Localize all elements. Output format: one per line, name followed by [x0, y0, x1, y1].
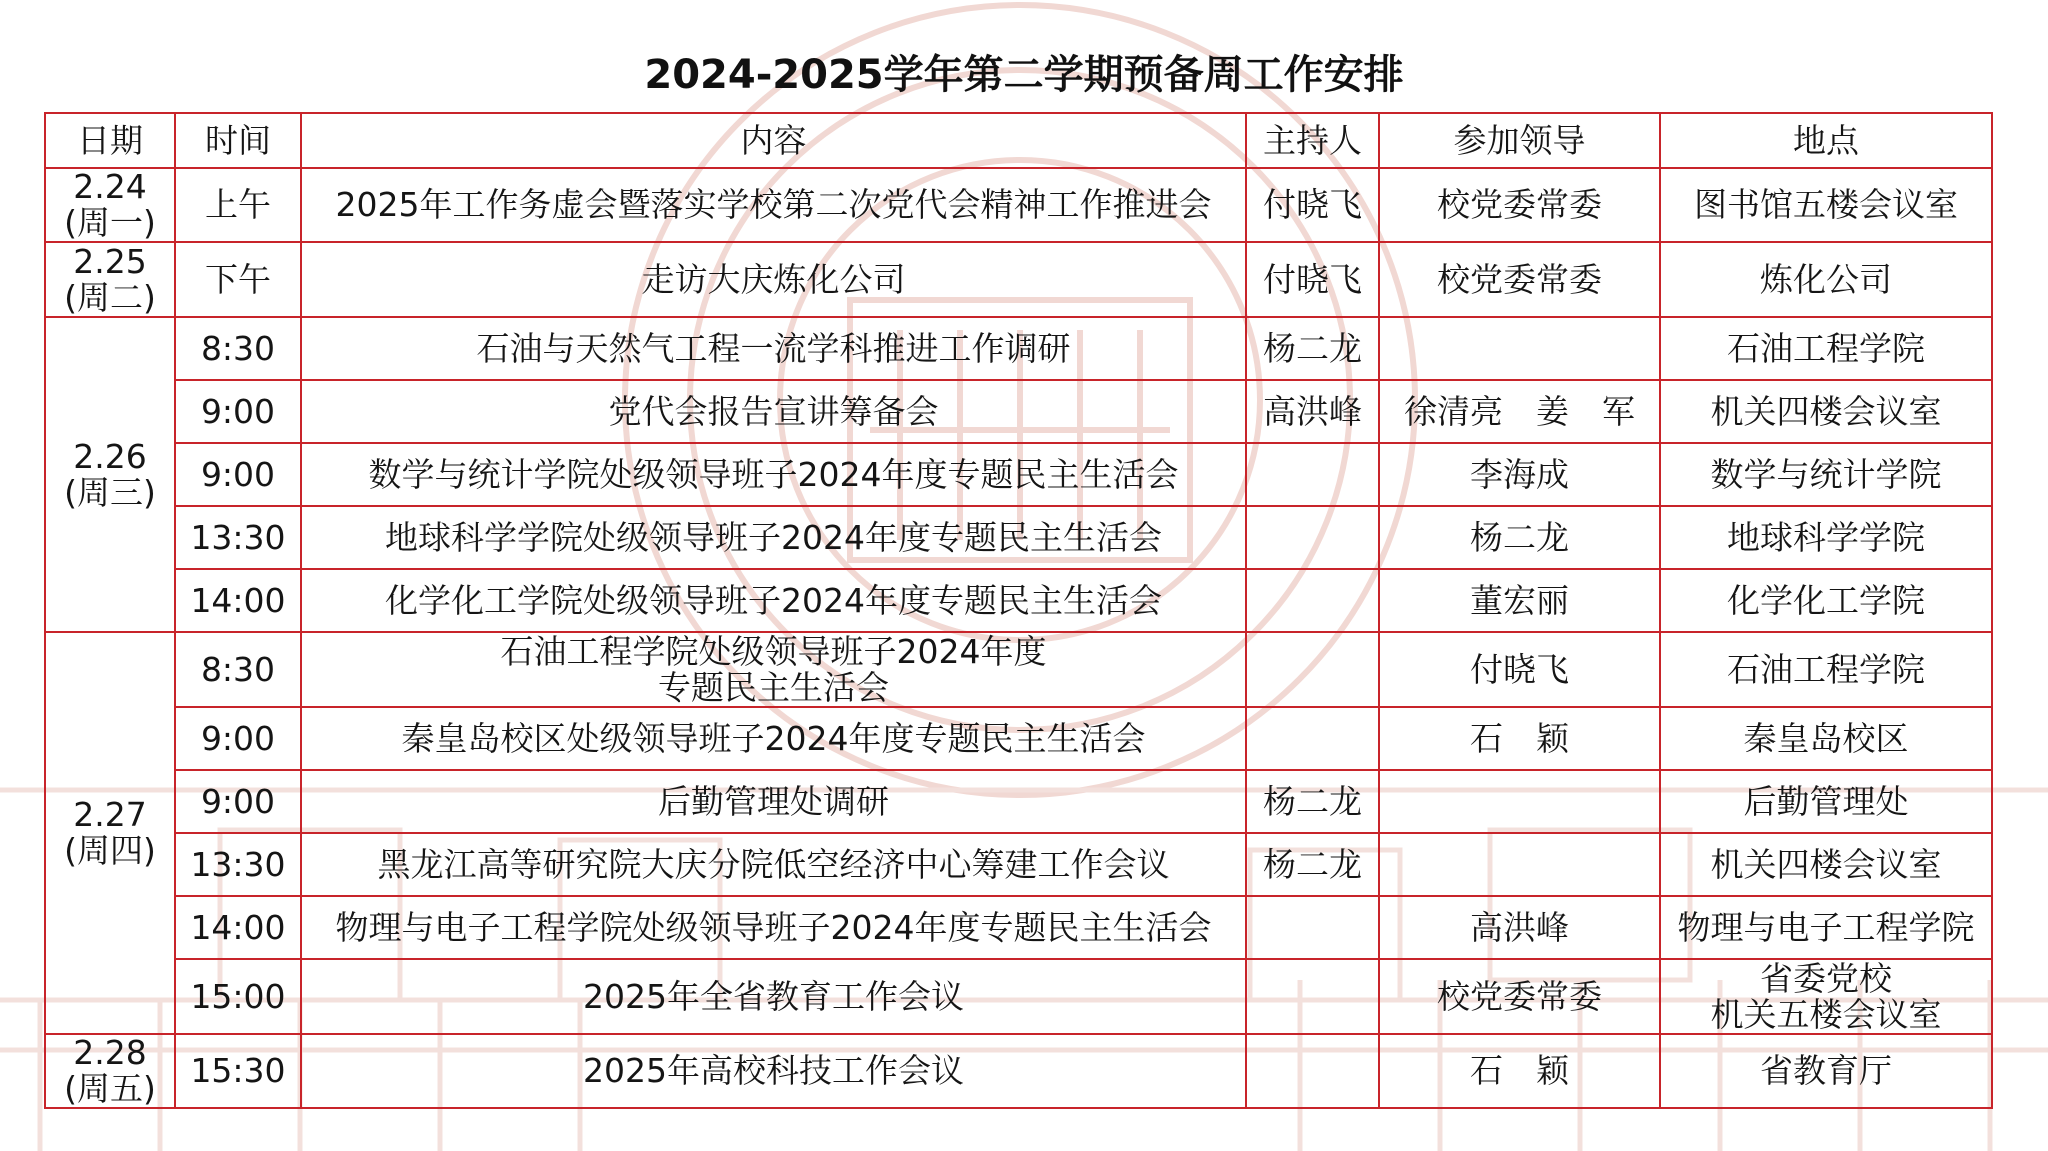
leaders-cell — [1379, 833, 1660, 896]
table-header-row — [45, 113, 1992, 168]
header-leaders: 参加领导 — [1379, 113, 1660, 168]
leaders-cell: 李海成 — [1379, 443, 1660, 506]
time-cell: 9:00 — [175, 707, 301, 770]
leaders-cell: 校党委常委 — [1379, 959, 1660, 1034]
location-cell: 图书馆五楼会议室 — [1660, 168, 1992, 242]
location-cell: 机关四楼会议室 — [1660, 380, 1992, 443]
content-cell: 后勤管理处调研 — [301, 770, 1246, 833]
date-value: 2.28 — [73, 1034, 147, 1072]
host-cell: 杨二龙 — [1246, 833, 1379, 896]
time-cell: 9:00 — [175, 380, 301, 443]
leaders-cell: 董宏丽 — [1379, 569, 1660, 632]
table-row — [45, 896, 1992, 959]
table-row — [45, 959, 1992, 1034]
leaders-cell: 校党委常委 — [1379, 168, 1660, 242]
table-row — [45, 242, 1992, 317]
date-value: 2.27 — [73, 795, 147, 834]
table-row — [45, 569, 1992, 632]
location-cell: 秦皇岛校区 — [1660, 707, 1992, 770]
date-value: 2.25 — [73, 242, 147, 281]
weekday-value: (周五) — [64, 1069, 156, 1108]
table-row — [45, 1034, 1992, 1108]
time-cell: 15:00 — [175, 959, 301, 1034]
weekday-value: (周四) — [64, 831, 156, 870]
content-line: 专题民主生活会 — [658, 667, 889, 707]
weekday-value: (周一) — [64, 203, 156, 242]
leaders-cell: 石 颖 — [1379, 1034, 1660, 1108]
leaders-cell: 高洪峰 — [1379, 896, 1660, 959]
time-cell: 13:30 — [175, 506, 301, 569]
location-cell — [1660, 959, 1992, 1034]
host-cell — [1246, 632, 1379, 707]
time-cell: 9:00 — [175, 443, 301, 506]
host-cell: 杨二龙 — [1246, 770, 1379, 833]
content-cell: 化学化工学院处级领导班子2024年度专题民主生活会 — [301, 569, 1246, 632]
location-cell: 后勤管理处 — [1660, 770, 1992, 833]
content-cell: 2025年全省教育工作会议 — [301, 959, 1246, 1034]
table-row — [45, 632, 1992, 707]
content-cell: 党代会报告宣讲筹备会 — [301, 380, 1246, 443]
location-line: 省委党校 — [1760, 959, 1892, 998]
table-row — [45, 770, 1992, 833]
leaders-cell: 校党委常委 — [1379, 242, 1660, 317]
host-cell — [1246, 896, 1379, 959]
leaders-cell: 杨二龙 — [1379, 506, 1660, 569]
content-cell: 数学与统计学院处级领导班子2024年度专题民主生活会 — [301, 443, 1246, 506]
header-date: 日期 — [45, 113, 175, 168]
date-cell — [45, 168, 175, 242]
host-cell — [1246, 506, 1379, 569]
host-cell — [1246, 1034, 1379, 1108]
header-location: 地点 — [1660, 113, 1992, 168]
location-cell: 省教育厅 — [1660, 1034, 1992, 1108]
content-cell: 走访大庆炼化公司 — [301, 242, 1246, 317]
location-cell: 地球科学学院 — [1660, 506, 1992, 569]
content-cell: 2025年高校科技工作会议 — [301, 1034, 1246, 1108]
date-cell — [45, 632, 175, 1034]
content-cell: 石油与天然气工程一流学科推进工作调研 — [301, 317, 1246, 380]
host-cell: 高洪峰 — [1246, 380, 1379, 443]
weekday-value: (周二) — [64, 277, 156, 317]
time-cell: 8:30 — [175, 317, 301, 380]
table-row — [45, 317, 1992, 380]
host-cell — [1246, 707, 1379, 770]
content-cell: 秦皇岛校区处级领导班子2024年度专题民主生活会 — [301, 707, 1246, 770]
host-cell: 付晓飞 — [1246, 242, 1379, 317]
content-cell: 物理与电子工程学院处级领导班子2024年度专题民主生活会 — [301, 896, 1246, 959]
content-line: 石油工程学院处级领导班子2024年度 — [500, 632, 1047, 671]
table-row — [45, 443, 1992, 506]
location-line: 机关五楼会议室 — [1710, 994, 1942, 1034]
host-cell — [1246, 959, 1379, 1034]
leaders-cell — [1379, 317, 1660, 380]
location-cell: 炼化公司 — [1660, 242, 1992, 317]
content-cell — [301, 632, 1246, 707]
host-cell: 杨二龙 — [1246, 317, 1379, 380]
leaders-cell — [1379, 770, 1660, 833]
time-cell: 14:00 — [175, 896, 301, 959]
host-cell — [1246, 569, 1379, 632]
content-cell: 2025年工作务虚会暨落实学校第二次党代会精神工作推进会 — [301, 168, 1246, 242]
time-cell: 8:30 — [175, 632, 301, 707]
table-row — [45, 833, 1992, 896]
date-cell — [45, 317, 175, 632]
time-cell: 9:00 — [175, 770, 301, 833]
schedule-table — [44, 112, 1993, 1109]
time-cell: 15:30 — [175, 1034, 301, 1108]
location-cell: 数学与统计学院 — [1660, 443, 1992, 506]
header-content: 内容 — [301, 113, 1246, 168]
header-host: 主持人 — [1246, 113, 1379, 168]
table-row — [45, 380, 1992, 443]
content-cell: 黑龙江高等研究院大庆分院低空经济中心筹建工作会议 — [301, 833, 1246, 896]
date-cell — [45, 242, 175, 317]
date-cell — [45, 1034, 175, 1108]
time-cell: 14:00 — [175, 569, 301, 632]
leaders-cell: 石 颖 — [1379, 707, 1660, 770]
location-cell: 石油工程学院 — [1660, 632, 1992, 707]
time-cell: 下午 — [175, 242, 301, 317]
page-title: 2024-2025学年第二学期预备周工作安排 — [644, 52, 1404, 98]
leaders-cell: 徐清亮 姜 军 — [1379, 380, 1660, 443]
leaders-cell: 付晓飞 — [1379, 632, 1660, 707]
host-cell — [1246, 443, 1379, 506]
date-value: 2.24 — [73, 168, 147, 206]
location-cell: 机关四楼会议室 — [1660, 833, 1992, 896]
weekday-value: (周三) — [64, 472, 156, 512]
host-cell: 付晓飞 — [1246, 168, 1379, 242]
location-cell: 化学化工学院 — [1660, 569, 1992, 632]
table-row — [45, 506, 1992, 569]
location-cell: 物理与电子工程学院 — [1660, 896, 1992, 959]
table-row — [45, 168, 1992, 242]
table-row — [45, 707, 1992, 770]
header-time: 时间 — [175, 113, 301, 168]
time-cell: 上午 — [175, 168, 301, 242]
time-cell: 13:30 — [175, 833, 301, 896]
date-value: 2.26 — [73, 436, 147, 476]
location-cell: 石油工程学院 — [1660, 317, 1992, 380]
content-cell: 地球科学学院处级领导班子2024年度专题民主生活会 — [301, 506, 1246, 569]
